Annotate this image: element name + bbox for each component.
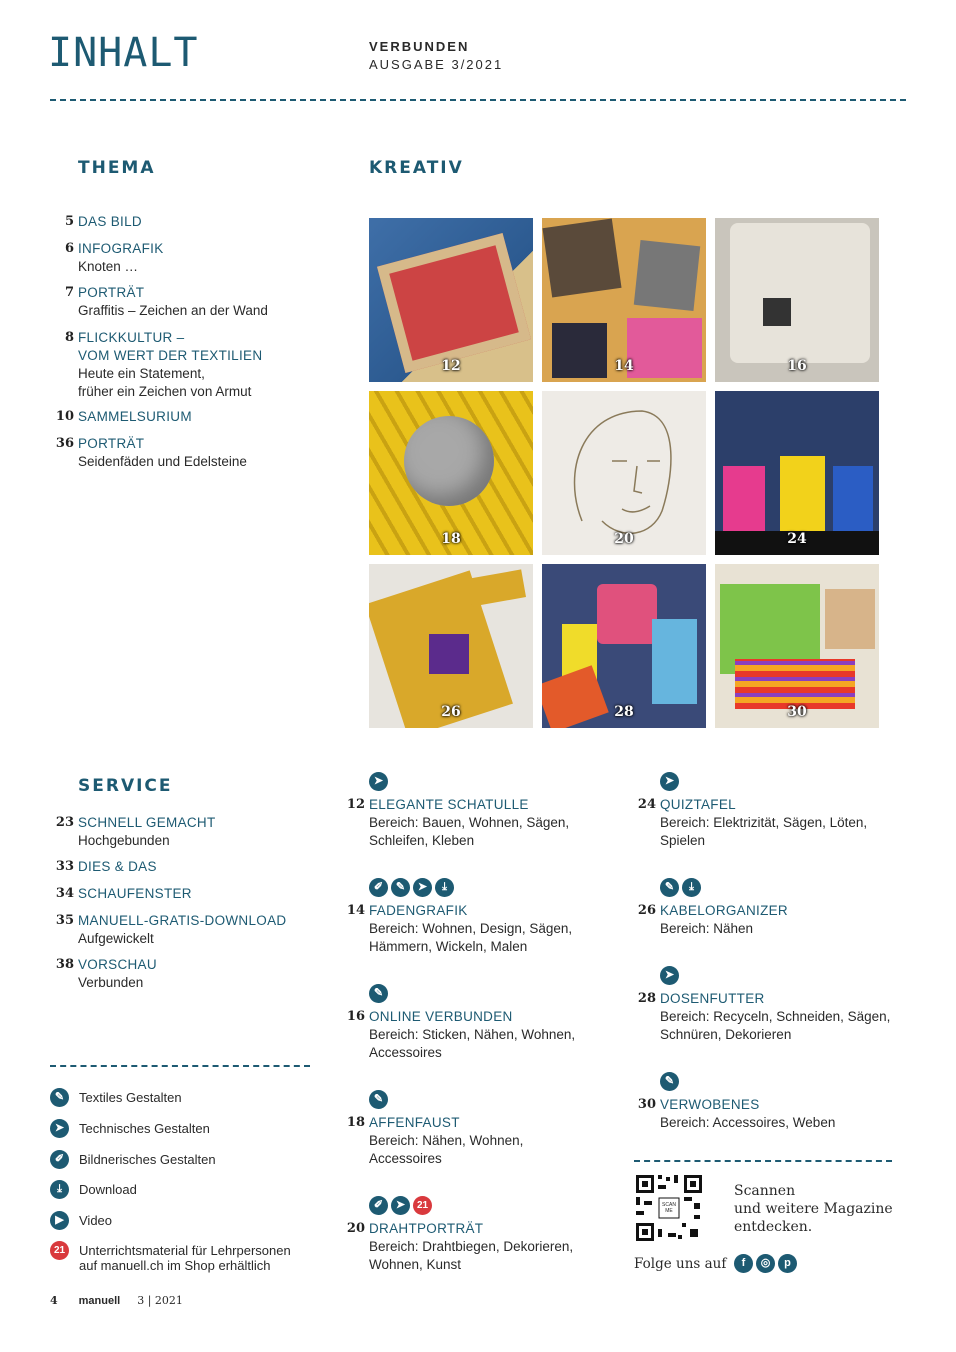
entry-title: INFOGRAFIK [78,241,164,256]
qr-caption [734,1182,893,1236]
bildnerisch-icon: ✐ [369,1196,388,1215]
entry-subtitle: Bereich: Accessoires, Weben [660,1115,836,1130]
category-icons [369,1196,432,1215]
thumbnail-page-number: 16 [787,358,807,374]
entry-title: PORTRÄT [78,285,145,300]
technisch-icon: ➤ [660,772,679,791]
project-entry[interactable] [637,990,891,1044]
thumbnail-page-number: 24 [787,531,807,547]
toc-entry[interactable] [64,284,268,320]
thumbnail-knot-cushion[interactable] [369,391,533,555]
project-entry[interactable] [637,796,868,850]
entry-subtitle-line2: Wohnen, Kunst [369,1257,462,1272]
entry-title: ONLINE VERBUNDEN [369,1009,513,1024]
entry-title: SAMMELSURIUM [78,409,192,424]
facebook-icon[interactable]: f [734,1254,753,1273]
entry-title: FLICKKULTUR – [78,330,185,345]
technisch-icon: ➤ [413,878,432,897]
entry-subtitle-line2: Spielen [660,833,706,848]
category-icons [660,772,679,791]
entry-subtitle: Bereich: Drahtbiegen, Dekorieren, [369,1239,574,1254]
legend-bildnerisch [50,1150,216,1169]
entry-title: FADENGRAFIK [369,903,468,918]
entry-subtitle: Graffitis – Zeichen an der Wand [78,303,268,318]
category-icons [369,878,454,897]
entry-title: AFFENFAUST [369,1115,460,1130]
page-number: 33 [55,859,74,874]
entry-subtitle-line2: Schnüren, Dekorieren [660,1027,792,1042]
toc-entry[interactable] [55,956,157,992]
legend-unterrichtsmaterial [50,1241,291,1273]
social-follow-label: Folge uns auf [634,1256,727,1272]
section-heading-kreativ: KREATIV [369,158,464,178]
video-icon: ▶ [50,1211,69,1230]
technisch-icon: ➤ [660,966,679,985]
legend-label: Download [79,1182,137,1197]
entry-title: KABELORGANIZER [660,903,788,918]
thumbnail-page-number: 28 [614,704,634,720]
qr-caption-line2: und weitere Magazine [734,1201,893,1217]
entry-subtitle-line2: Schleifen, Kleben [369,833,475,848]
toc-entry[interactable] [55,912,287,948]
entry-title: VORSCHAU [78,957,157,972]
entry-subtitle: Hochgebunden [78,833,170,848]
section-heading-service: SERVICE [78,776,173,796]
page-number: 24 [637,797,656,812]
page-number: 28 [637,991,656,1006]
category-icons [369,1090,388,1109]
download-icon: ⤓ [50,1180,69,1199]
instagram-icon[interactable]: ◎ [756,1254,775,1273]
qr-divider [634,1160,892,1162]
category-icons [660,1072,679,1091]
legend-divider [50,1065,310,1067]
textil-icon: ✎ [660,1072,679,1091]
entry-subtitle-line2: Accessoires [369,1151,442,1166]
toc-entry[interactable] [55,408,192,426]
page-number: 16 [346,1009,365,1024]
toc-entry[interactable] [64,240,164,276]
entry-subtitle-line2: Hämmern, Wickeln, Malen [369,939,528,954]
page-number: 38 [55,957,74,972]
thumbnail-cable-organizer[interactable] [369,564,533,728]
entry-title: SCHAUFENSTER [78,886,192,901]
thumbnail-decorated-cans[interactable] [542,564,706,728]
entry-title: DOSENFUTTER [660,991,765,1006]
project-entry[interactable] [346,1220,574,1274]
entry-title: QUIZTAFEL [660,797,736,812]
entry-subtitle: Verbunden [78,975,144,990]
entry-title: DRAHTPORTRÄT [369,1221,484,1236]
textil-icon: ✎ [660,878,679,897]
category-icons [660,966,679,985]
entry-title: VERWOBENES [660,1097,760,1112]
page-title: INHALT [48,30,199,76]
legend-label: Textiles Gestalten [79,1090,182,1105]
entry-subtitle: Bereich: Nähen, Wohnen, [369,1133,524,1148]
toc-entry[interactable] [64,213,142,231]
page-number: 10 [55,409,74,424]
entry-subtitle-line2: früher ein Zeichen von Armut [78,384,252,399]
project-entry[interactable] [637,902,788,938]
project-entry[interactable] [346,1008,576,1062]
category-icons [369,772,388,791]
entry-subtitle: Bereich: Elektrizität, Sägen, Löten, [660,815,868,830]
bildnerisch-icon: ✐ [50,1150,69,1169]
entry-title: MANUELL-GRATIS-DOWNLOAD [78,913,287,928]
qr-caption-line3: entdecken. [734,1219,813,1235]
page-number: 18 [346,1115,365,1130]
entry-subtitle: Bereich: Nähen [660,921,754,936]
thumbnail-page-number: 14 [614,358,634,374]
page-number: 35 [55,913,74,928]
page-footer [50,1294,183,1307]
entry-subtitle: Aufgewickelt [78,931,154,946]
textil-icon: ✎ [369,984,388,1003]
download-icon: ⤓ [682,878,701,897]
thumbnail-thread-graphic[interactable] [542,218,706,382]
page-number: 12 [346,797,365,812]
project-entry[interactable] [346,1114,524,1168]
entry-subtitle: Seidenfäden und Edelsteine [78,454,247,469]
entry-subtitle: Bereich: Wohnen, Design, Sägen, [369,921,573,936]
toc-entry[interactable] [55,814,216,850]
entry-title: SCHNELL GEMACHT [78,815,216,830]
header-divider [50,99,906,101]
page-number: 30 [637,1097,656,1112]
qr-code[interactable] [634,1173,704,1243]
magazine-name: VERBUNDEN [369,39,470,54]
unterrichtsmaterial-icon: 21 [50,1241,69,1260]
page-number: 8 [64,330,74,345]
download-icon: ⤓ [435,878,454,897]
thumbnail-page-number: 26 [441,704,461,720]
project-entry[interactable] [637,1096,836,1132]
entry-subtitle: Bereich: Sticken, Nähen, Wohnen, [369,1027,576,1042]
toc-entry[interactable] [55,858,157,876]
thumbnail-wire-portrait[interactable] [542,391,706,555]
section-heading-thema: THEMA [78,158,156,178]
project-entry[interactable] [346,796,570,850]
entry-subtitle-line2: Accessoires [369,1045,442,1060]
textil-icon: ✎ [369,1090,388,1109]
legend-technisch [50,1119,210,1138]
page-number: 7 [64,285,74,300]
thumbnail-abc-letters[interactable] [715,391,879,555]
page-number: 23 [55,815,74,830]
legend-label-line2: auf manuell.ch im Shop erhältlich [79,1258,271,1273]
entry-title-line2: VOM WERT DER TEXTILIEN [78,348,263,363]
thumbnail-page-number: 20 [614,531,634,547]
thumbnail-wooden-box[interactable] [369,218,533,382]
qr-scan-label: SCAN ME [662,1202,676,1214]
entry-title: DAS BILD [78,214,142,229]
page-number: 6 [64,241,74,256]
category-icons [369,984,388,1003]
technisch-icon: ➤ [50,1119,69,1138]
thumbnail-pillow[interactable] [715,218,879,382]
qr-caption-line1: Scannen [734,1183,796,1199]
legend-label: Unterrichtsmaterial für Lehrpersonen [79,1243,291,1258]
legend-label: Video [79,1213,113,1228]
entry-subtitle: Heute ein Statement, [78,366,205,381]
textil-icon: ✎ [50,1088,69,1107]
social-icons [734,1254,797,1273]
toc-entry[interactable] [64,329,263,401]
toc-entry[interactable] [55,885,192,903]
page-number: 20 [346,1221,365,1236]
project-entry[interactable] [346,902,573,956]
legend-video [50,1211,112,1230]
thumbnail-page-number: 30 [787,704,807,720]
issue-label: AUSGABE 3/2021 [369,57,504,72]
magazine-info [369,38,503,74]
pinterest-icon[interactable]: p [778,1254,797,1273]
legend-textil [50,1088,182,1107]
footer-page-number: 4 [50,1294,58,1307]
page-number: 36 [55,436,74,451]
bildnerisch-icon: ✐ [369,878,388,897]
page-number: 14 [346,903,365,918]
category-icons [660,878,701,897]
technisch-icon: ➤ [391,1196,410,1215]
legend-download [50,1180,137,1199]
thumbnail-page-number: 12 [441,358,461,374]
page-number: 26 [637,903,656,918]
textil-icon: ✎ [391,878,410,897]
thumbnail-page-number: 18 [441,531,461,547]
legend-label: Bildnerisches Gestalten [79,1152,216,1167]
entry-title: PORTRÄT [78,436,145,451]
entry-subtitle: Bereich: Bauen, Wohnen, Sägen, [369,815,570,830]
toc-entry[interactable] [55,435,247,471]
technisch-icon: ➤ [369,772,388,791]
legend-label: Technisches Gestalten [79,1121,210,1136]
entry-title: ELEGANTE SCHATULLE [369,797,529,812]
entry-subtitle: Knoten … [78,259,139,274]
thumbnail-woven-textiles[interactable] [715,564,879,728]
page-number: 34 [55,886,74,901]
unterrichtsmaterial-icon: 21 [413,1196,432,1215]
footer-issue: 3 | 2021 [137,1294,183,1307]
entry-subtitle: Bereich: Recyceln, Schneiden, Sägen, [660,1009,891,1024]
footer-brand: manuell [78,1295,121,1307]
entry-title: DIES & DAS [78,859,157,874]
page-number: 5 [64,214,74,229]
